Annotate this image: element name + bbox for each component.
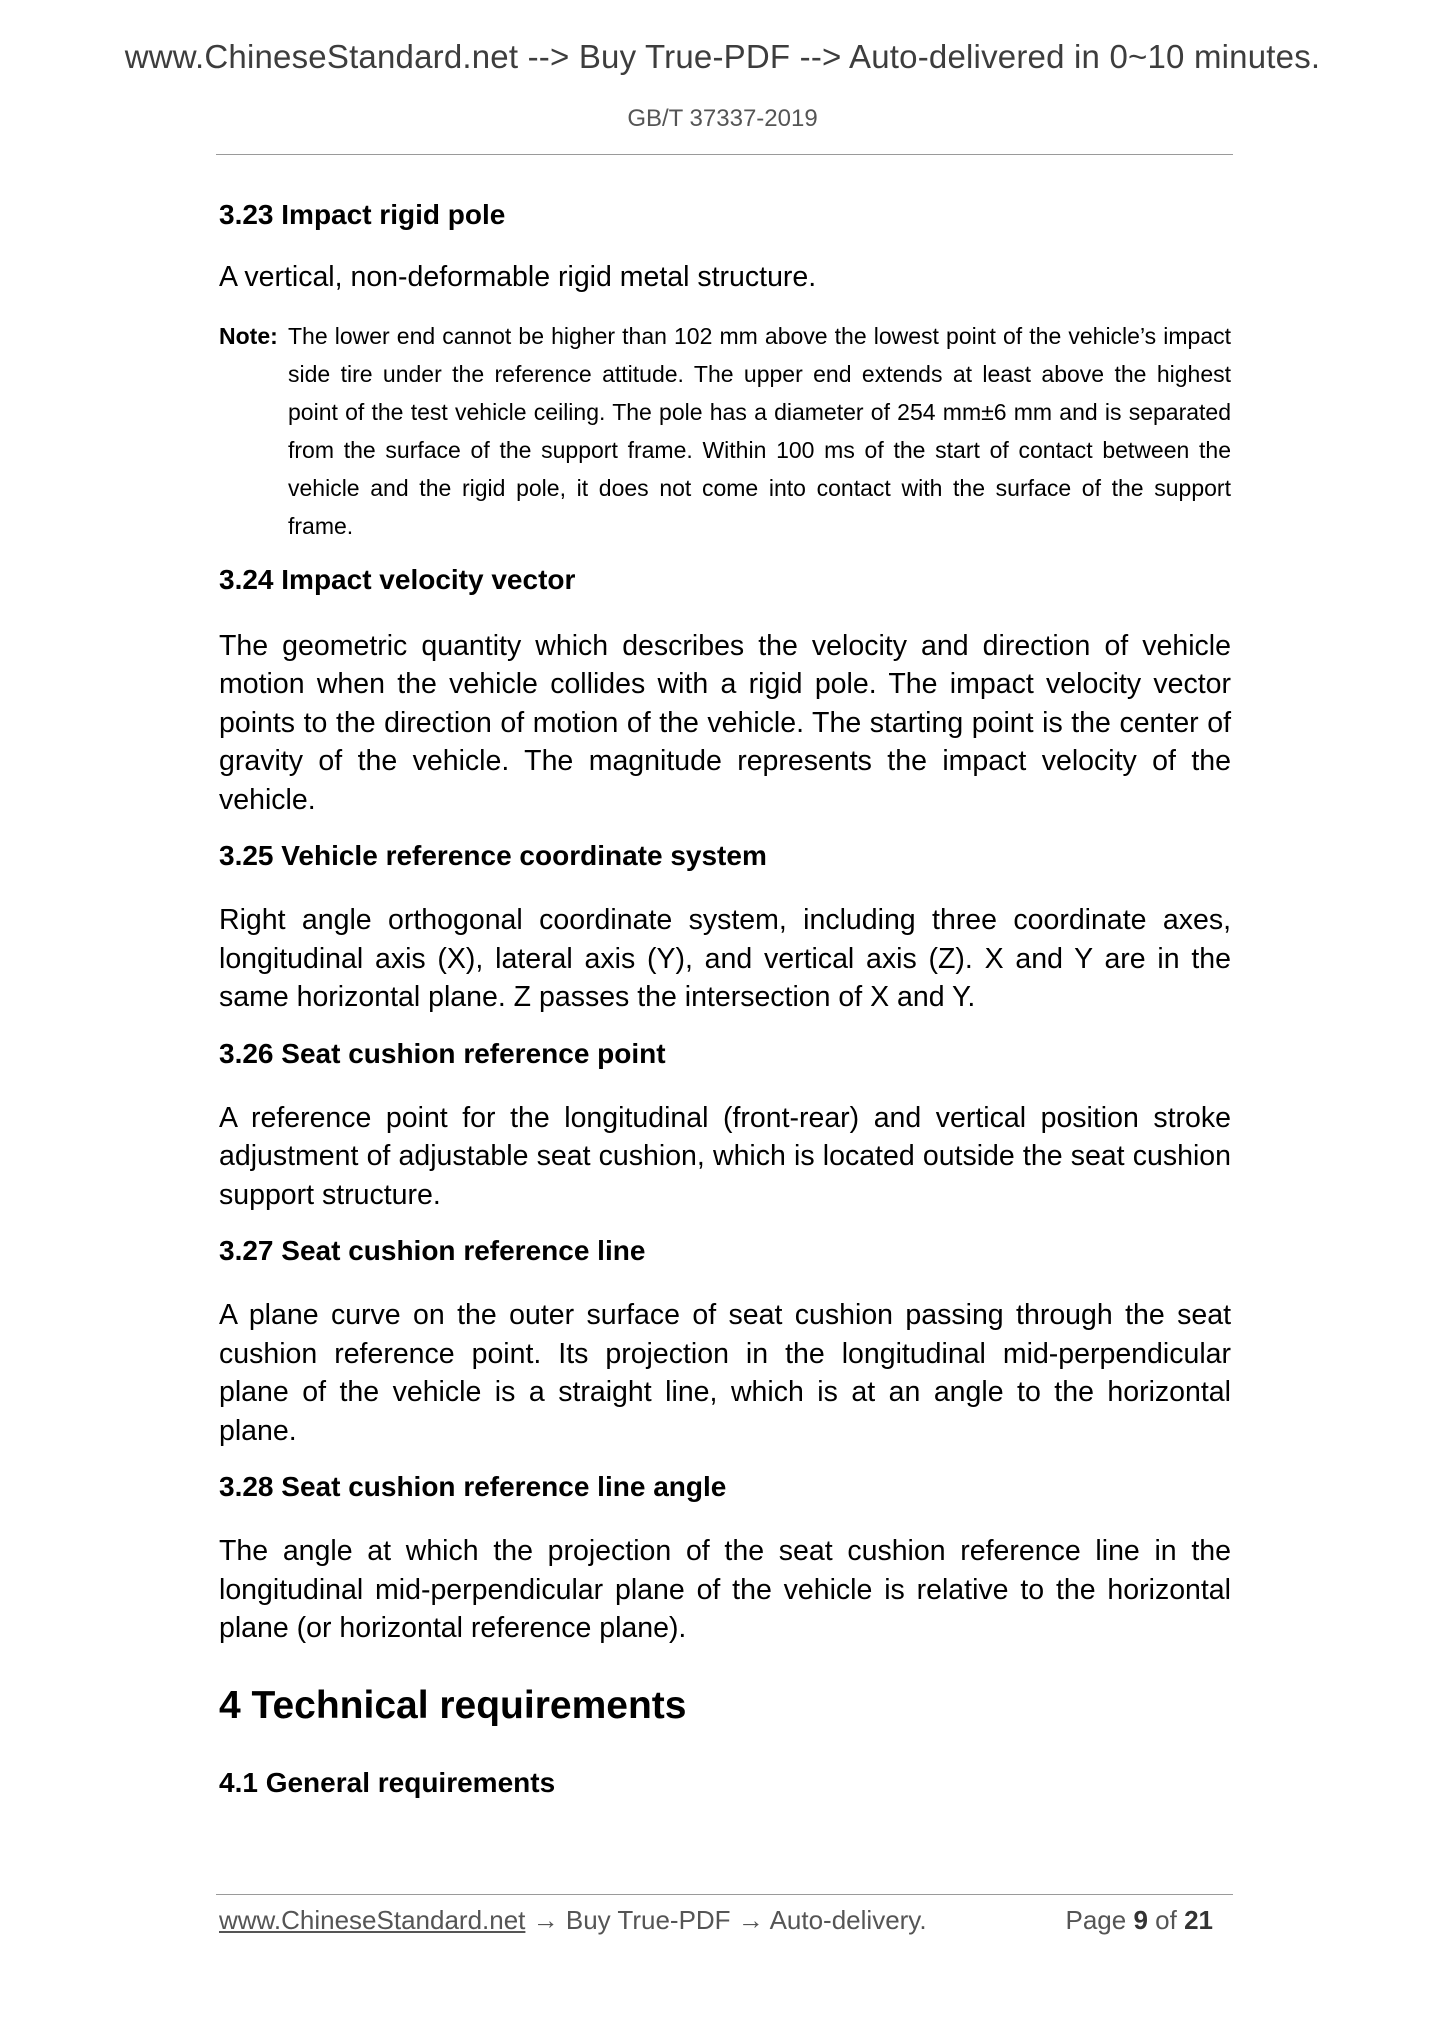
heading-3-24: 3.24 Impact velocity vector xyxy=(219,563,576,595)
body-3-23: A vertical, non-deformable rigid metal structure. xyxy=(219,261,817,293)
body-3-28: The angle at which the projection of the seat cushion reference line in the longitudinal mid-perpendicular plane of the vehicle is relative to the horizontal plane (or horizontal reference plane). xyxy=(219,1535,1231,1644)
heading-4-1: 4.1 General requirements xyxy=(219,1766,556,1798)
heading-3-25: 3.25 Vehicle reference coordinate system xyxy=(219,840,767,871)
body-3-25: Right angle orthogonal coordinate system, including three coordinate axes, longitudinal axis (X), lateral axis (Y), and vertical axis (Z). X and Y are in the same horizontal plane. Z passes the intersection of X and Y. xyxy=(219,904,1231,1013)
heading-4: 4 Technical requirements xyxy=(219,1683,687,1727)
note-text: The lower end cannot be higher than 102 mm above the lowest point of the vehicle’s impact side tire under the reference attitude. The upper end extends at least above the highest point of the test vehicle ceiling. The pole has a diameter of 254 mm±6 mm and is separated from the surface of the support frame. Within 100 ms of the start of contact between the vehicle and the rigid pole, it does not come into contact with the surface of the support frame. xyxy=(288,322,1231,539)
page-current: 9 xyxy=(1133,1905,1148,1935)
page-total: 21 xyxy=(1184,1905,1213,1935)
heading-3-27: 3.27 Seat cushion reference line xyxy=(219,1235,646,1266)
page-footer xyxy=(219,1903,1231,1937)
heading-3-28: 3.28 Seat cushion reference line angle xyxy=(219,1471,727,1502)
document-code: GB/T 37337-2019 xyxy=(627,105,818,132)
heading-3-26: 3.26 Seat cushion reference point xyxy=(219,1037,666,1069)
top-banner: www.ChineseStandard.net --> Buy True-PDF --> Auto-delivered in 0~10 minutes. xyxy=(124,38,1321,75)
note-label: Note: xyxy=(219,322,278,349)
body-3-24: The geometric quantity which describes the velocity and direction of vehicle motion when the vehicle collides with a rigid pole. The impact velocity vector points to the direction of motion of the vehicle. The starting point is the center of gravity of the vehicle. The magnitude represents the impact velocity of the vehicle. xyxy=(219,629,1231,816)
page-word: Page xyxy=(1065,1905,1127,1935)
page-indicator xyxy=(1065,1903,1213,1937)
page-content xyxy=(219,196,1231,1802)
footer-tagline: → Buy True-PDF → Auto-delivery. xyxy=(525,1905,927,1935)
heading-3-23: 3.23 Impact rigid pole xyxy=(219,199,506,230)
footer-divider xyxy=(216,1894,1233,1895)
body-3-27: A plane curve on the outer surface of seat cushion passing through the seat cushion reference point. Its projection in the longitudinal mid-perpendicular plane of the vehicle is a straight line, which is at an angle to the horizontal plane. xyxy=(219,1299,1231,1447)
of-word: of xyxy=(1155,1905,1177,1935)
body-3-26: A reference point for the longitudinal (front-rear) and vertical position stroke adjustment of adjustable seat cushion, which is located outside the seat cushion support structure. xyxy=(219,1101,1231,1211)
note-3-23 xyxy=(219,317,1231,545)
footer-site-link[interactable]: www.ChineseStandard.net xyxy=(219,1905,526,1935)
header-divider xyxy=(216,154,1233,155)
